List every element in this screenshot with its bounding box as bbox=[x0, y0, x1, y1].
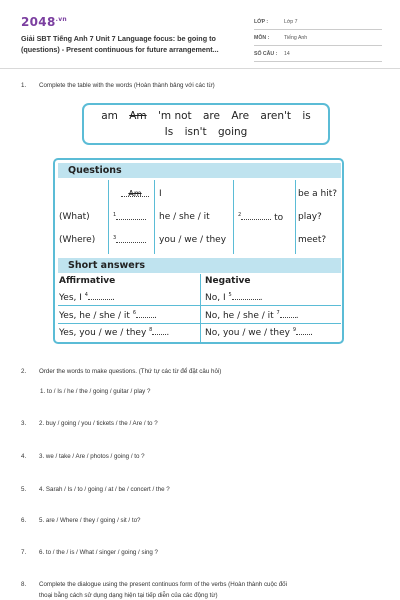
document-title: Giải SBT Tiếng Anh 7 Unit 7 Language focus: be going to (questions) - Present continuous for future arrangement... bbox=[21, 34, 219, 54]
table-row3-verb: meet? bbox=[298, 235, 327, 245]
site-logo[interactable]: $2048^{.vn}$ bbox=[21, 15, 67, 29]
meta-class: LỚP : Lớp 7 bbox=[254, 14, 382, 30]
table-row2-blank2[interactable]: $^2$ to bbox=[238, 212, 284, 223]
aff-answer-1[interactable]: Yes, I $^4$ . bbox=[59, 292, 115, 303]
word-box: am Am 'm not are Are aren't is Is isn't going bbox=[82, 103, 330, 145]
negative-heading: Negative bbox=[205, 276, 251, 286]
table-row1-aux: Am bbox=[121, 189, 149, 199]
aff-answer-3[interactable]: Yes, you / we / they $^8$ . bbox=[59, 327, 170, 338]
table-row2-blank1[interactable]: 1 bbox=[113, 212, 146, 223]
table-row2-wh: (What) bbox=[59, 212, 90, 222]
short-answers-header: Short answers bbox=[58, 258, 341, 273]
table-row1-verb: be a hit? bbox=[298, 189, 337, 199]
aff-answer-2[interactable]: Yes, he / she / it $^6$ . bbox=[59, 310, 157, 321]
questions-header: Questions bbox=[58, 163, 341, 178]
table-row2-subject: he / she / it bbox=[159, 212, 210, 222]
header-divider bbox=[0, 68, 400, 69]
page-header bbox=[0, 0, 400, 64]
affirmative-heading: Affirmative bbox=[59, 276, 116, 286]
neg-answer-2[interactable]: No, he / she / it $^7$ . bbox=[205, 310, 299, 321]
table-row1-subject: I bbox=[159, 189, 162, 199]
meta-question-count: SỐ CÂU : 14 bbox=[254, 46, 382, 62]
neg-answer-1[interactable]: No, I $^5$ . bbox=[205, 292, 263, 303]
question-2-item-1: 1. to / Is / he / the / going / guitar / play ? bbox=[40, 388, 151, 395]
table-row2-verb: play? bbox=[298, 212, 322, 222]
grammar-table bbox=[53, 158, 344, 344]
table-row3-wh: (Where) bbox=[59, 235, 96, 245]
table-row3-blank[interactable]: 3 bbox=[113, 235, 146, 246]
neg-answer-3[interactable]: No, you / we / they $^9$ . bbox=[205, 327, 313, 338]
meta-subject: MÔN : Tiếng Anh bbox=[254, 30, 382, 46]
table-row3-subject: you / we / they bbox=[159, 235, 227, 245]
